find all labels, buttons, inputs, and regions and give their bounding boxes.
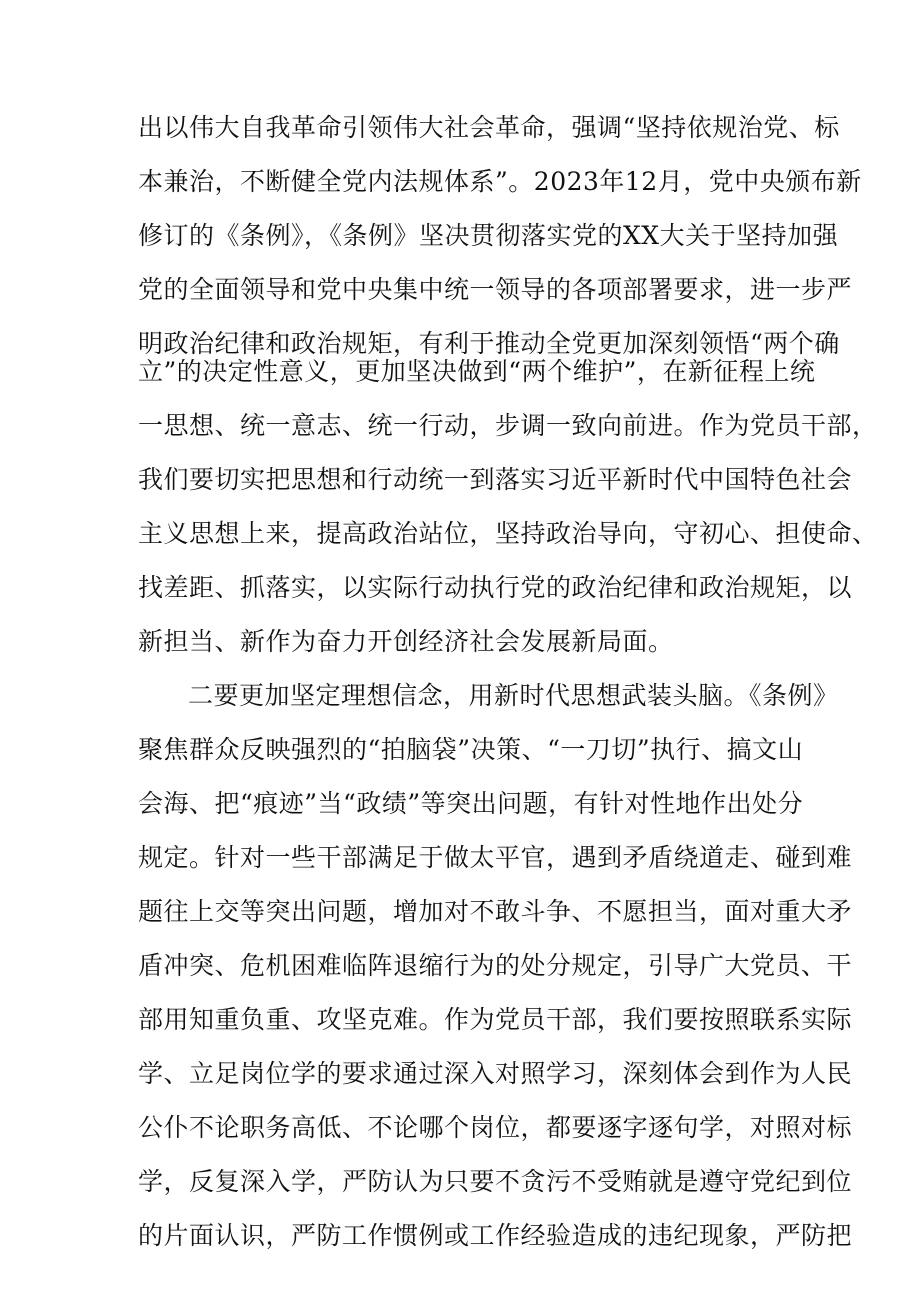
text-line: 的片面认识，严防工作惯例或工作经验造成的违纪现象，严防把	[138, 1221, 853, 1250]
text-line: 找差距、抓落实，以实际行动执行党的政治纪律和政治规矩，以	[138, 573, 853, 602]
text-line: 出以伟大自我革命引领伟大社会革命，强调“坚持依规治党、标	[138, 113, 840, 142]
text-line: 一思想、统一意志、统一行动，步调一致向前进。作为党员干部，	[138, 411, 878, 440]
text-line: 修订的《条例》，《条例》坚决贯彻落实党的XX大关于坚持加强	[138, 221, 839, 250]
text-line: 题往上交等突出问题，增加对不敢斗争、不愿担当，面对重大矛	[138, 897, 853, 926]
text-line: 我们要切实把思想和行动统一到落实习近平新时代中国特色社会	[138, 465, 853, 494]
text-line: 本兼治，不断健全党内法规体系”。2023年12月，党中央颁布新	[138, 167, 862, 196]
text-line: 立”的决定性意义，更加坚决做到“两个维护”，在新征程上统	[138, 357, 816, 386]
text-line: 新担当、新作为奋力开创经济社会发展新局面。	[138, 627, 674, 656]
paragraph-first-line: 二要更加坚定理想信念，用新时代思想武装头脑。《条例》	[188, 681, 839, 710]
text-line: 部用知重负重、攻坚克难。作为党员干部，我们要按照联系实际	[138, 1005, 853, 1034]
text-line: 会海、把“痕迹”当“政绩”等突出问题，有针对性地作出处分	[138, 789, 804, 818]
text-line: 党的全面领导和党中央集中统一领导的各项部署要求，进一步严	[138, 275, 853, 304]
text-line: 聚焦群众反映强烈的“拍脑袋”决策、“一刀切”执行、搞文山	[138, 735, 804, 764]
text-line: 规定。针对一些干部满足于做太平官，遇到矛盾绕道走、碰到难	[138, 843, 853, 872]
text-line: 主义思想上来，提高政治站位，坚持政治导向，守初心、担使命、	[138, 519, 878, 548]
text-line: 明政治纪律和政治规矩，有利于推动全党更加深刻领悟“两个确	[138, 329, 840, 358]
text-line: 公仆不论职务高低、不论哪个岗位，都要逐字逐句学，对照对标	[138, 1113, 853, 1142]
text-line: 学，反复深入学，严防认为只要不贪污不受贿就是遵守党纪到位	[138, 1167, 853, 1196]
text-line: 盾冲突、危机困难临阵退缩行为的处分规定，引导广大党员、干	[138, 951, 853, 980]
text-line: 学、立足岗位学的要求通过深入对照学习，深刻体会到作为人民	[138, 1059, 853, 1088]
